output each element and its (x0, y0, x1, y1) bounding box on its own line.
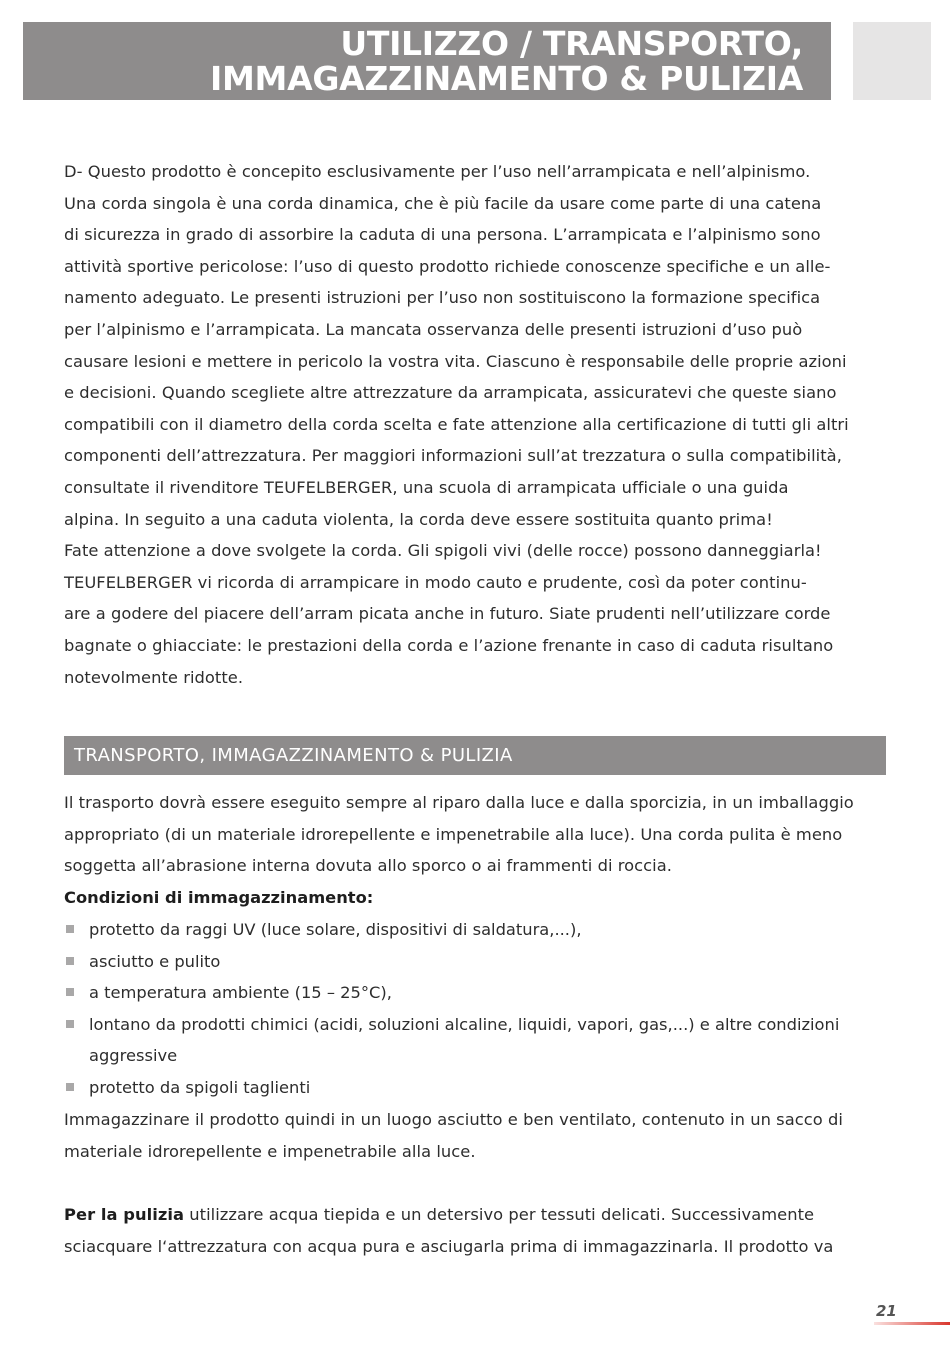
page-title (210, 26, 803, 96)
square-bullet-icon (66, 1020, 74, 1028)
square-bullet-icon (66, 988, 74, 996)
square-bullet-icon (66, 925, 74, 933)
text-line: e decisioni. Quando scegliete altre attrezzature da arrampicata, assicuratevi che queste siano (64, 383, 837, 403)
text-line: alpina. In seguito a una caduta violenta, la corda deve essere sostituita quanto prima! (64, 509, 773, 529)
text-line: notevolmente ridotte. (64, 667, 244, 687)
text-line: appropriato (di un materiale idrorepellente e impenetrabile alla luce). Una corda pulita è meno (64, 824, 843, 844)
text-line: bagnate o ghiacciate: le prestazioni della corda e l’azione frenante in caso di caduta risultano (64, 635, 834, 655)
square-bullet-icon (66, 957, 74, 965)
list-item (64, 914, 894, 946)
text-line: componenti dell’attrezzatura. Per maggiori informazioni sull’at trezzatura o sulla compatibilità, (64, 446, 842, 466)
transport-paragraph (64, 787, 894, 882)
text-line: TEUFELBERGER vi ricorda di arrampicare in modo cauto e prudente, così da poter continu- (64, 572, 807, 592)
page-number: 21 (876, 1302, 897, 1320)
section-title: TRANSPORTO, IMMAGAZZINAMENTO & PULIZIA (74, 745, 513, 766)
text-line: Una corda singola è una corda dinamica, che è più facile da usare come parte di una catena (64, 193, 822, 213)
list-item-text: asciutto e pulito (89, 951, 221, 971)
cleaning-line-1-rest: utilizzare acqua tiepida e un detersivo per tessuti delicati. Successivamente (184, 1205, 815, 1224)
text-line: per l’alpinismo e l’arrampicata. La mancata osservanza delle presenti istruzioni d’uso può (64, 319, 803, 339)
section-header-bar (64, 736, 886, 775)
text-line: soggetta all’abrasione interna dovuta allo sporco o ai frammenti di roccia. (64, 856, 672, 876)
list-item-text: protetto da spigoli taglienti (89, 1077, 311, 1097)
page-title-line-2: IMMAGAZZINAMENTO & PULIZIA (210, 59, 803, 98)
text-line: materiale idrorepellente e impenetrabile alla luce. (64, 1141, 476, 1161)
text-line: causare lesioni e mettere in pericolo la vostra vita. Ciascuno è responsabile delle proprie azioni (64, 351, 847, 371)
text-line: sciacquare l‘attrezzatura con acqua pura e asciugarla prima di immagazzinarla. Il prodotto va (64, 1236, 834, 1256)
page-title-line-1: UTILIZZO / TRANSPORTO, (340, 24, 803, 63)
text-line (64, 1199, 894, 1231)
text-line: di sicurezza in grado di assorbire la caduta di una persona. L’arrampicata e l’alpinismo sono (64, 225, 821, 245)
text-line: compatibili con il diametro della corda scelta e fate attenzione alla certificazione di tutti gli altri (64, 414, 849, 434)
header-bar (23, 22, 831, 100)
text-line: D- Questo prodotto è concepito esclusivamente per l’uso nell’arrampicata e nell’alpinismo. (64, 162, 811, 181)
storage-conditions-heading: Condizioni di immagazzinamento: (64, 888, 374, 907)
list-item-text: protetto da raggi UV (luce solare, dispositivi di saldatura,...), (89, 920, 582, 939)
cleaning-paragraph (64, 1199, 894, 1262)
list-item-text: a temperatura ambiente (15 – 25°C), (89, 983, 392, 1003)
text-line: namento adeguato. Le presenti istruzioni per l’uso non sostituiscono la formazione specifica (64, 288, 821, 308)
intro-paragraph (64, 156, 894, 693)
list-item-text: lontano da prodotti chimici (acidi, soluzioni alcaline, liquidi, vapori, gas,...) e altre condizioni (89, 1014, 840, 1034)
list-item (64, 1009, 894, 1072)
text-line: Immagazzinare il prodotto quindi in un luogo asciutto e ben ventilato, contenuto in un sacco di (64, 1110, 843, 1129)
text-line: consultate il rivenditore TEUFELBERGER, una scuola di arrampicata ufficiale o una guida (64, 477, 789, 497)
list-item (64, 977, 894, 1009)
list-item-text-continued: aggressive (89, 1046, 178, 1066)
list-item (64, 1072, 894, 1104)
cleaning-bold-lead: Per la pulizia (64, 1205, 185, 1224)
list-item (64, 946, 894, 978)
header-decorative-square (853, 22, 931, 100)
text-line: attività sportive pericolose: l’uso di questo prodotto richiede conoscenze specifiche e un alle- (64, 256, 831, 276)
text-line: Fate attenzione a dove svolgete la corda. Gli spigoli vivi (delle rocce) possono danneggiarla! (64, 541, 822, 561)
text-line: are a godere del piacere dell’arram picata anche in futuro. Siate prudenti nell’utilizzare corde (64, 604, 831, 624)
page-footer-rule (874, 1322, 950, 1325)
text-line: Il trasporto dovrà essere eseguito sempre al riparo dalla luce e dalla sporcizia, in un imballaggio (64, 793, 854, 812)
storage-conditions-list (64, 914, 894, 1104)
storage-paragraph (64, 1104, 894, 1167)
square-bullet-icon (66, 1083, 74, 1091)
